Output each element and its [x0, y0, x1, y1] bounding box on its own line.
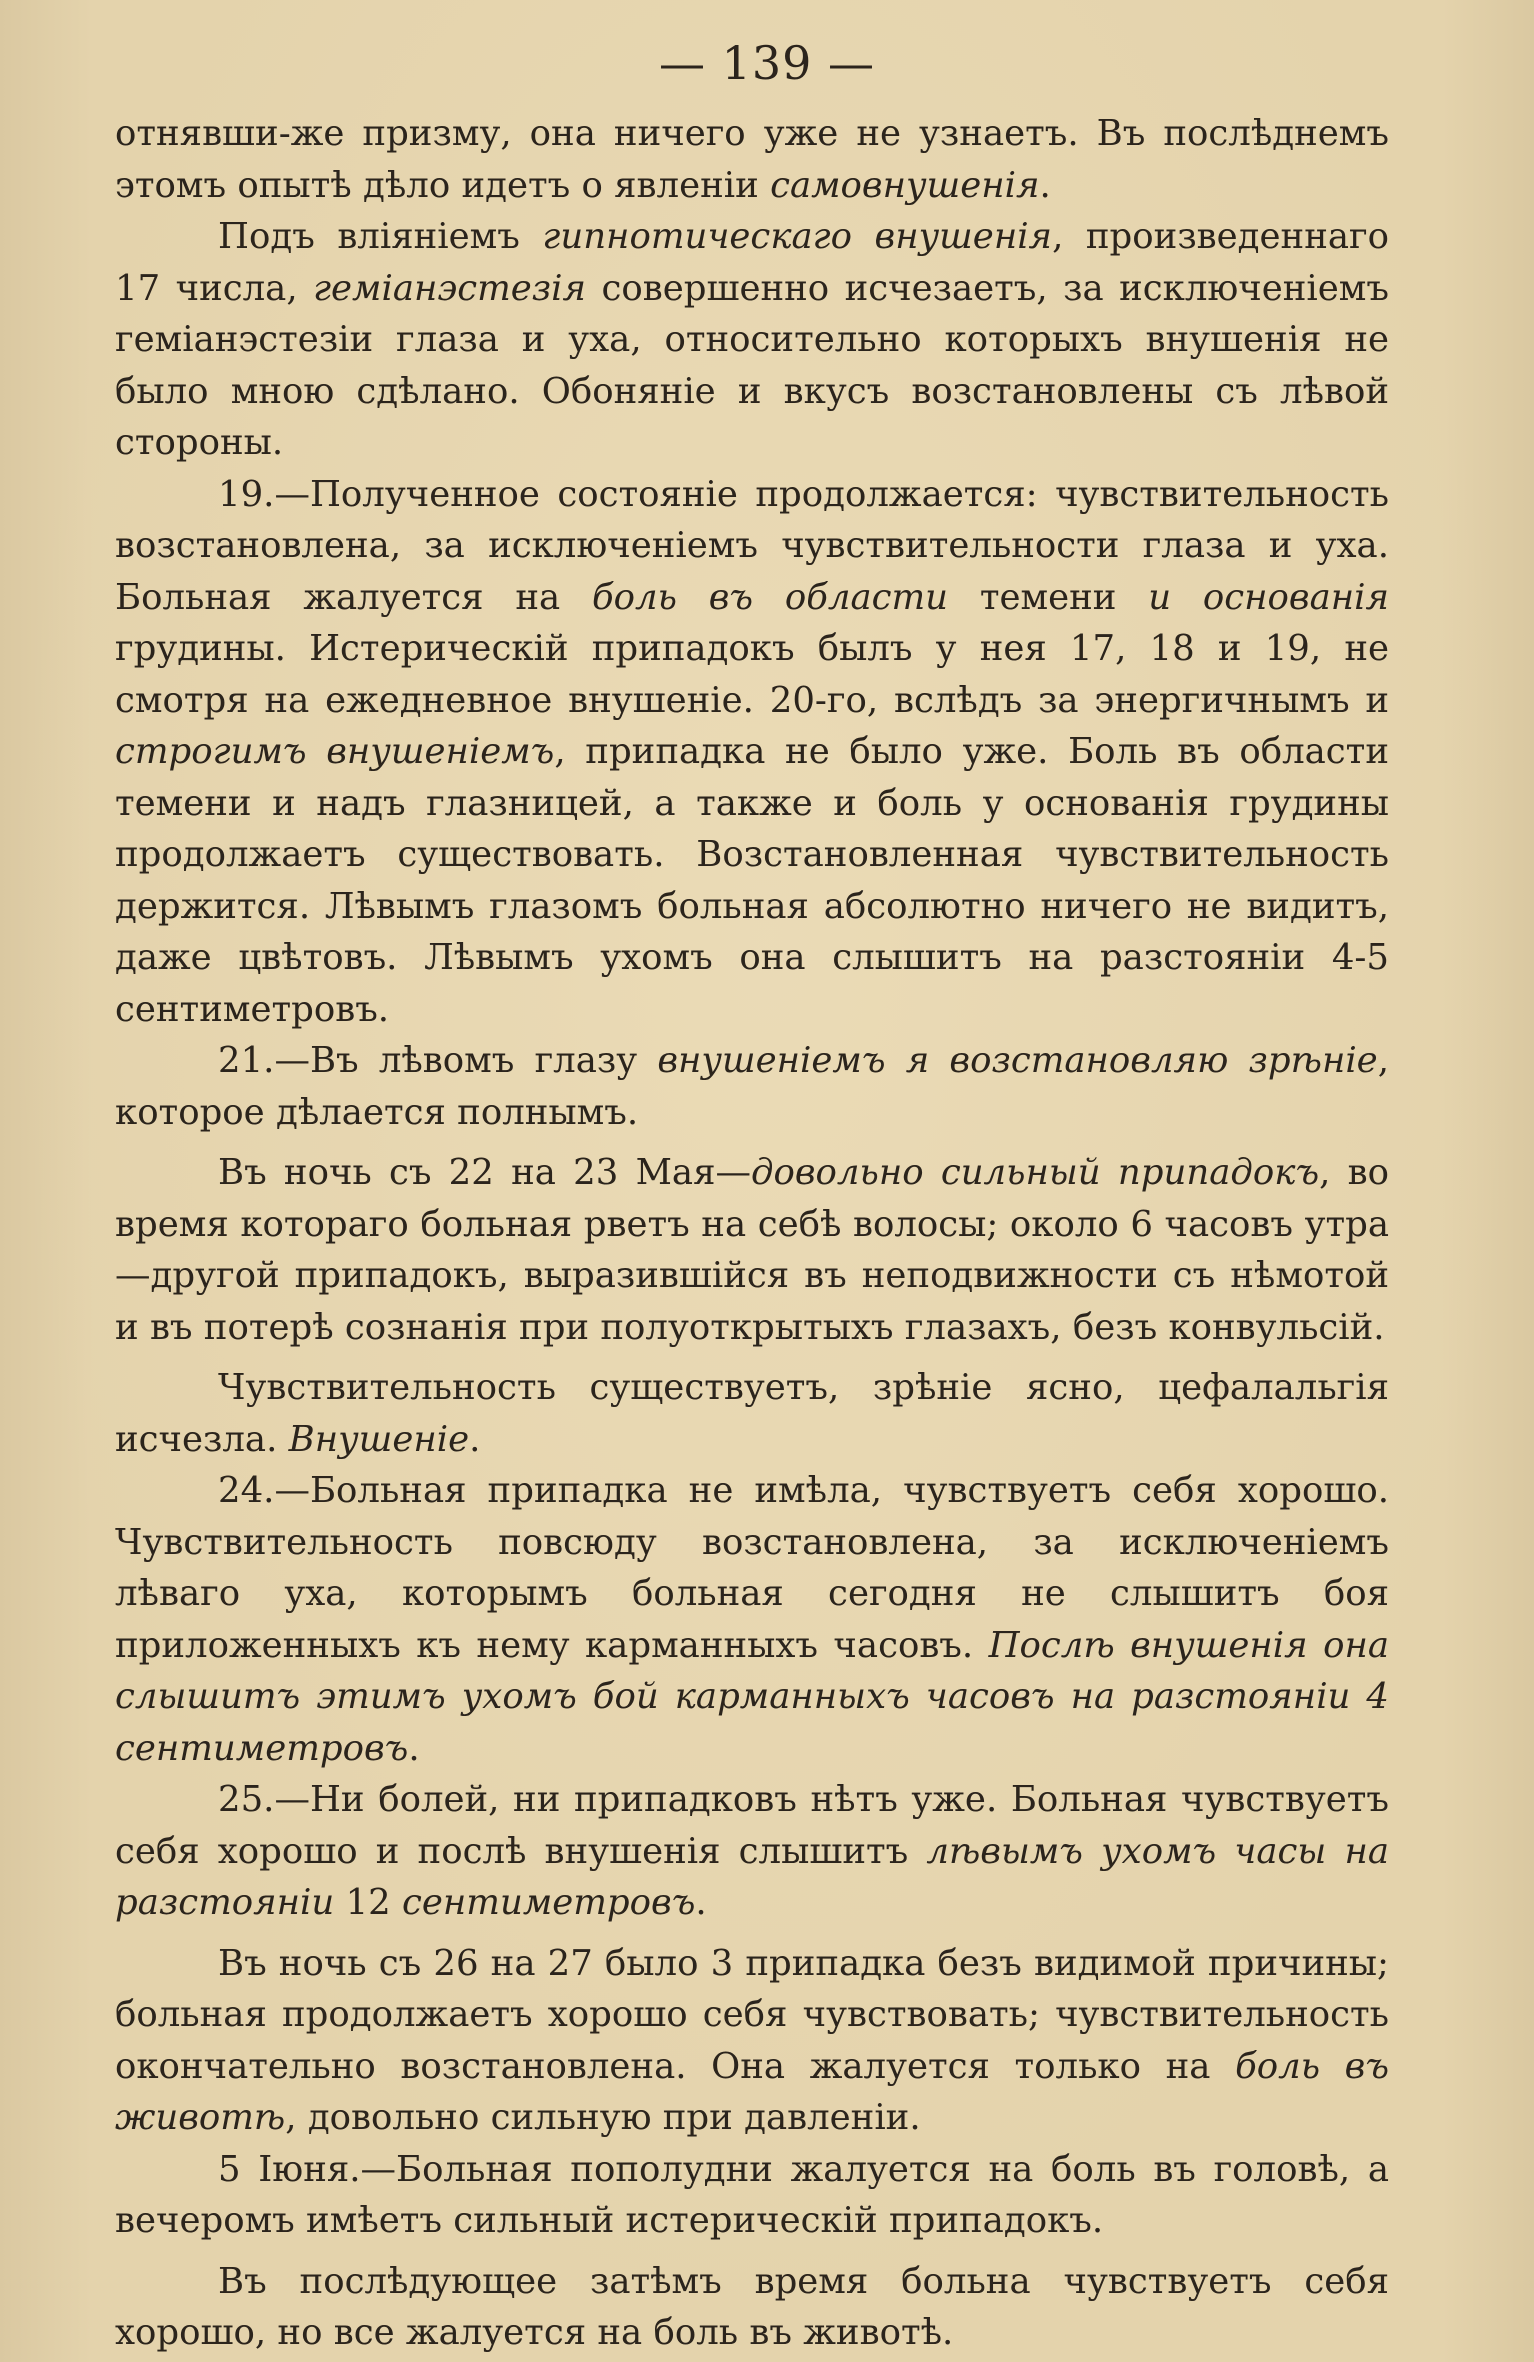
text-segment: темени [948, 576, 1149, 618]
text-segment: . [469, 1418, 481, 1460]
text-segment: . [695, 1882, 707, 1923]
text-segment: 19.—Полученное состояніе продолжается: чувствительность возстановлена, за исключеніемъ чувствительности глаза и уха. Больная жалуется на [115, 473, 1389, 618]
text-segment: совершенно исчезаетъ, за исключеніемъ геміанэстезіи глаза и уха, относительно которыхъ внушенія не было мною сдѣлано. Обоняніе и вкусъ возстановлены съ лѣвой стороны. [115, 267, 1389, 463]
text-segment: . [408, 1727, 420, 1769]
page-number: — 139 — [658, 36, 876, 90]
paragraph [115, 1035, 1389, 1138]
italic-text-segment: Послѣ внушенія она слышитъ этимъ ухомъ бой карманныхъ часовъ на разстояніи 4 сентиметровъ [115, 1624, 1389, 1769]
italic-text-segment: и основанія [1148, 576, 1389, 618]
paragraph [115, 1362, 1389, 1465]
paragraph [115, 2144, 1389, 2247]
paragraph [115, 1465, 1389, 1774]
text-segment: , припадка не было уже. Боль въ области темени и надъ глазницей, а также и боль у основанія грудины продолжаетъ существовать. Возстановленная чувствительность держится. Лѣвымъ глазомъ больная абсолютно ничего не видитъ, даже цвѣтовъ. Лѣвымъ ухомъ она слышитъ на разстояніи 4-5 сентиметровъ. [115, 731, 1389, 1030]
text-segment: отнявши-же призму, она ничего уже не узнаетъ. Въ послѣднемъ этомъ опытѣ дѣло идетъ о явленіи [115, 113, 1389, 206]
page-body-text [115, 108, 1389, 2359]
text-segment: 12 [334, 1882, 403, 1923]
italic-text-segment: боль въ животѣ [115, 2045, 1389, 2138]
text-segment: 25.—Ни болей, ни припадковъ нѣтъ уже. Больная чувствуетъ себя хорошо и послѣ внушенія слышитъ [115, 1779, 1389, 1872]
text-segment: 5 Іюня.—Больная пополудни жалуется на боль въ головѣ, а вечеромъ имѣетъ сильный истерическій припадокъ. [115, 2148, 1389, 2241]
italic-text-segment: строгимъ внушеніемъ [115, 731, 555, 772]
paragraph [115, 1938, 1389, 2144]
text-segment: , во время котораго больная рветъ на себѣ волосы; около 6 часовъ утра—другой припадокъ, выразившійся въ неподвижности съ нѣмотой и въ потерѣ сознанія при полуоткрытыхъ глазахъ, безъ конвульсій. [115, 1152, 1389, 1348]
italic-text-segment: самовнушенія [770, 164, 1040, 206]
italic-text-segment: внушеніемъ я возстановляю зрѣніе [657, 1040, 1378, 1081]
italic-text-segment: геміанэстезія [313, 267, 587, 309]
text-segment: . [1039, 164, 1051, 206]
paragraph [115, 2256, 1389, 2359]
italic-text-segment: сентиметровъ [402, 1882, 696, 1923]
text-segment: , которое дѣлается полнымъ. [115, 1040, 1389, 1133]
text-segment: Въ ночь съ 22 на 23 Мая— [218, 1152, 751, 1193]
italic-text-segment: боль въ области [591, 576, 949, 618]
paragraph [115, 1774, 1389, 1929]
text-segment: Въ ночь съ 26 на 27 было 3 припадка безъ видимой причины; больная продолжаетъ хорошо себя чувствовать; чувствительность окончательно возстановлена. Она жалуется только на [115, 1942, 1389, 2087]
italic-text-segment: довольно сильный припадокъ [750, 1152, 1320, 1193]
text-segment: , произведеннаго 17 числа, [115, 216, 1389, 309]
paragraph [115, 1147, 1389, 1353]
text-segment: грудины. Истерическій припадокъ былъ у нея 17, 18 и 19, не смотря на ежедневное внушеніе. 20-го, вслѣдъ за энергичнымъ и [115, 628, 1389, 721]
paragraph [115, 211, 1389, 469]
text-segment: 21.—Въ лѣвомъ глазу [218, 1040, 658, 1081]
paragraph [115, 469, 1389, 1036]
italic-text-segment: лѣвымъ ухомъ часы на разстояніи [115, 1830, 1390, 1923]
text-segment: 24.—Больная припадка не имѣла, чувствуетъ себя хорошо. Чувствительность повсюду возстановлена, за исключеніемъ лѣваго уха, которымъ больная сегодня не слышитъ боя приложенныхъ къ нему карманныхъ часовъ. [115, 1470, 1389, 1666]
text-segment: Въ послѣдующее затѣмъ время больна чувствуетъ себя хорошо, но все жалуется на боль въ животѣ. [115, 2260, 1389, 2353]
italic-text-segment: Внушеніе [288, 1418, 470, 1460]
paragraph [115, 108, 1389, 211]
text-segment: , довольно сильную при давленіи. [285, 2097, 921, 2138]
text-segment: Чувствительность существуетъ, зрѣніе ясно, цефалальгія исчезла. [115, 1367, 1389, 1460]
text-segment: Подъ вліяніемъ [218, 216, 543, 257]
italic-text-segment: гипнотическаго внушенія [542, 216, 1053, 257]
